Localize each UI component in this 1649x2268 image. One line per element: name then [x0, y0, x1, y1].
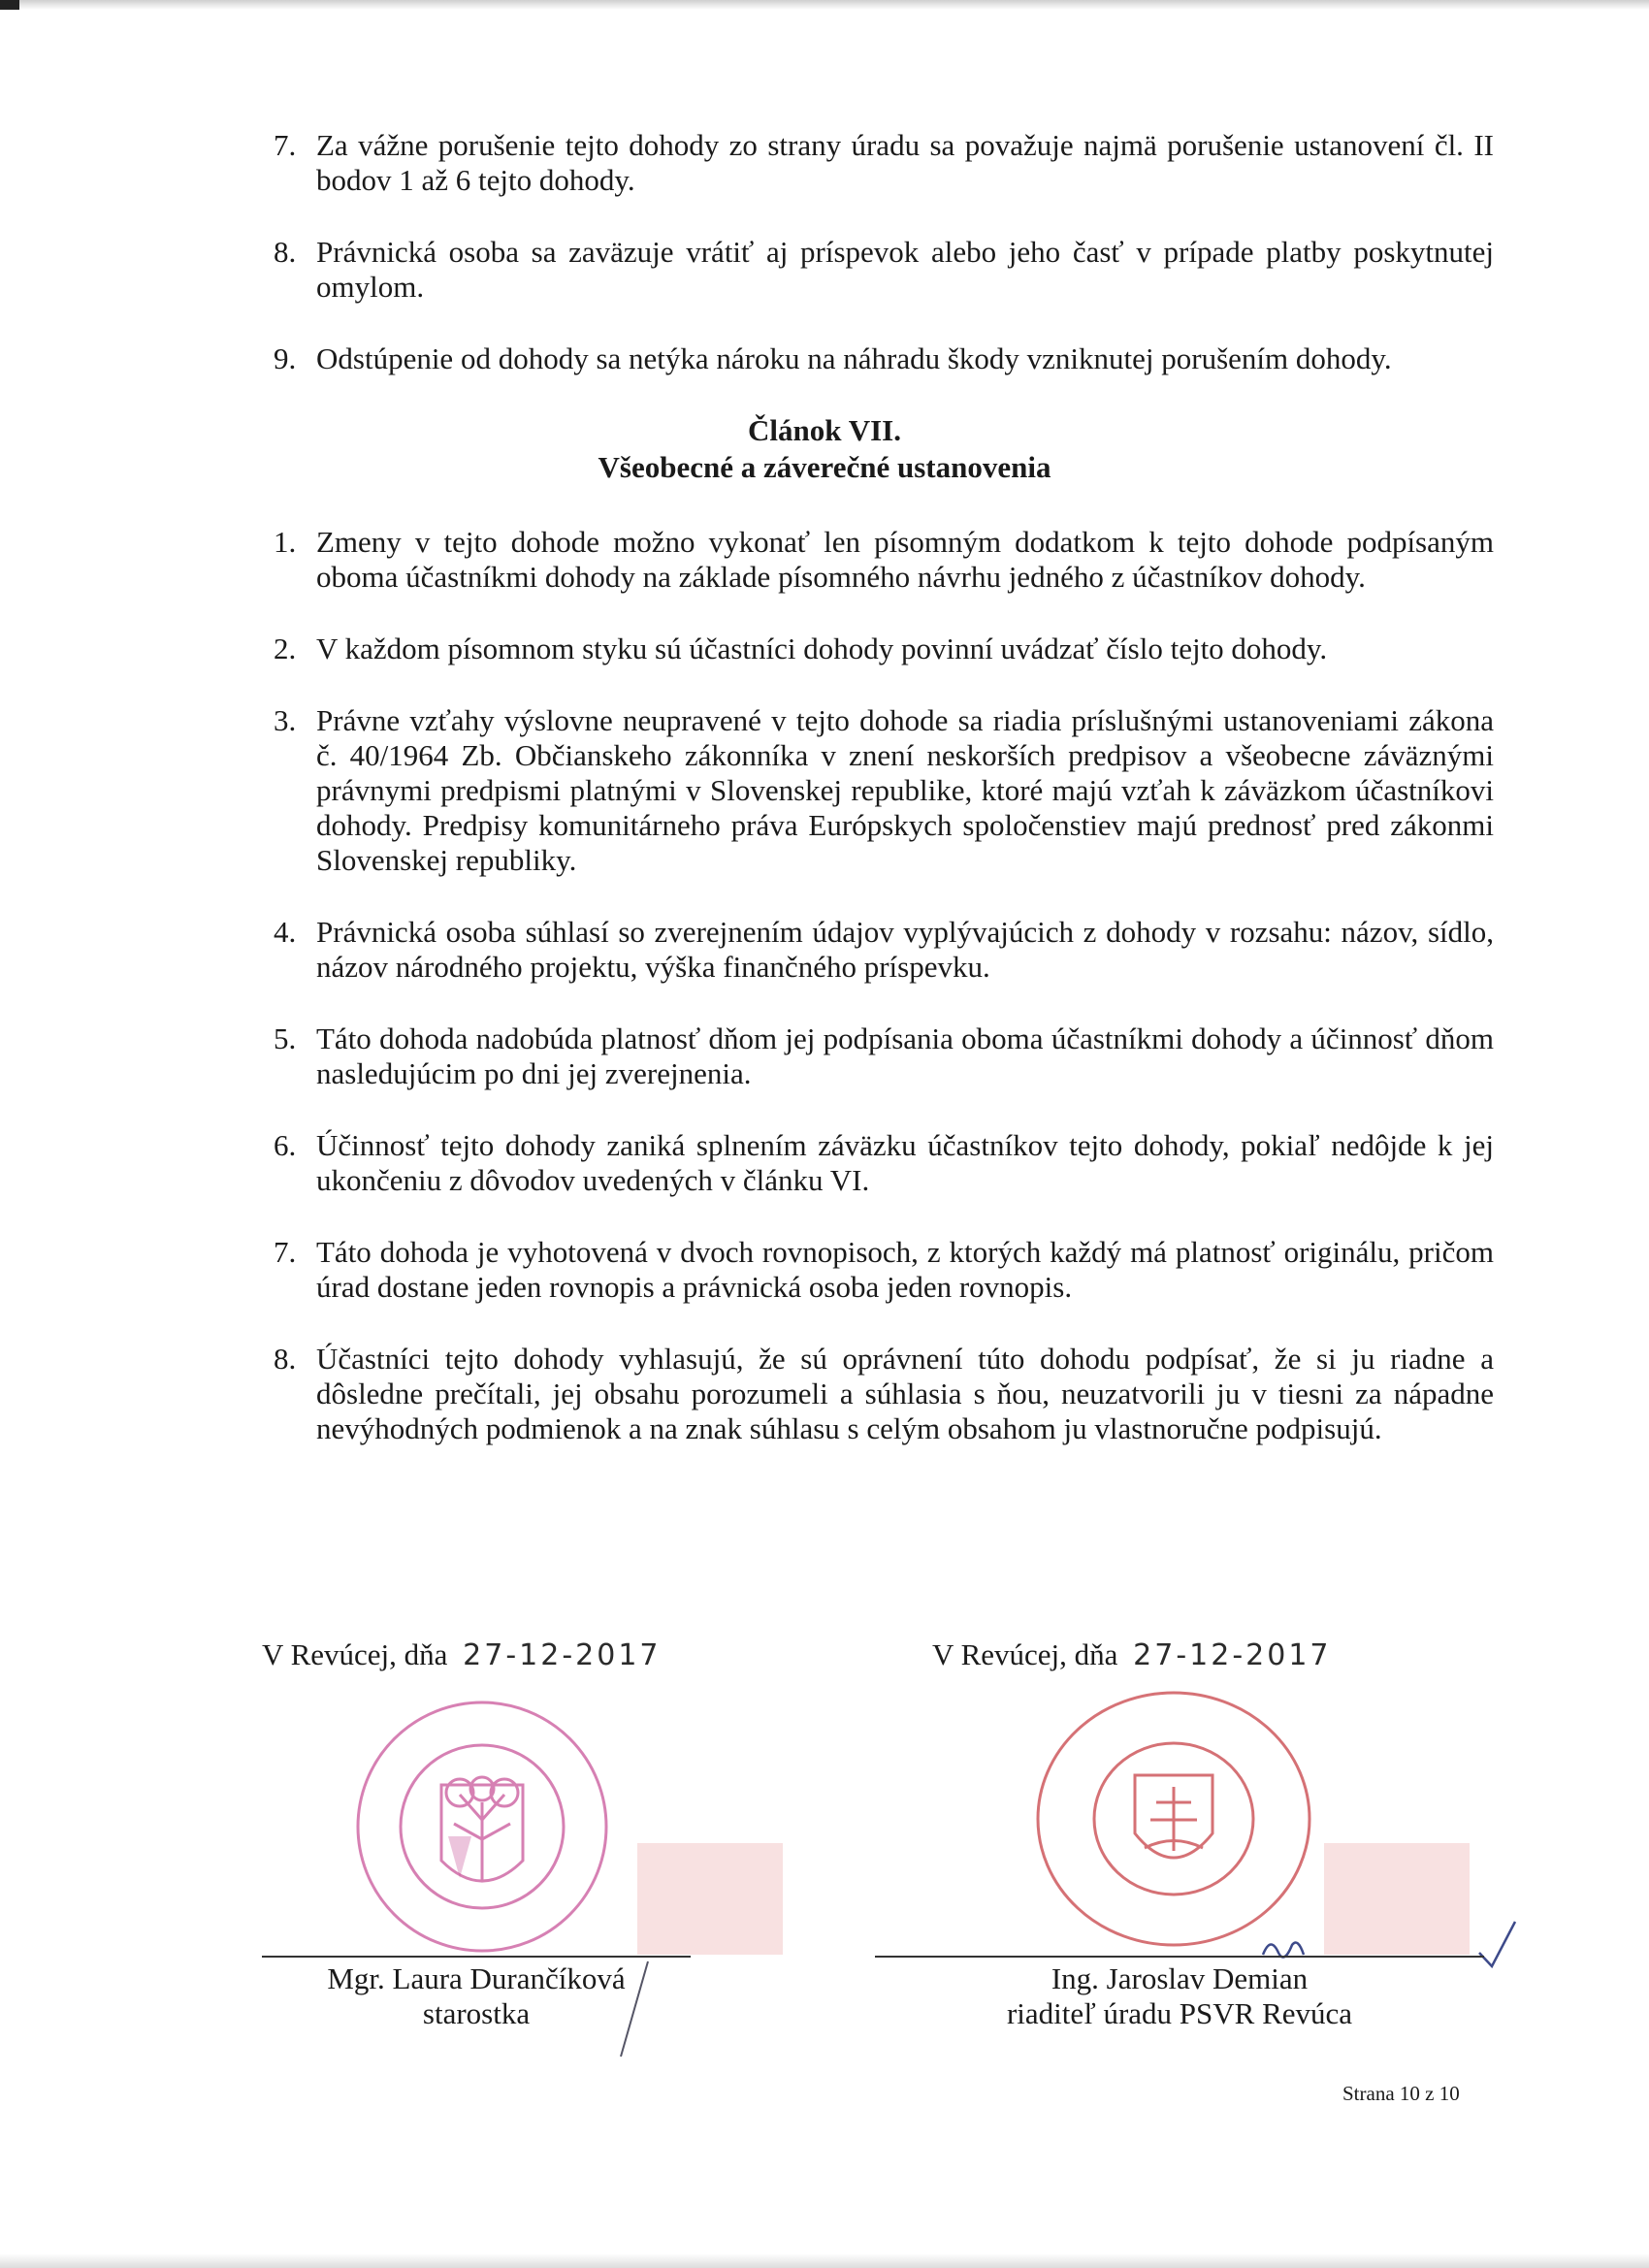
- right-signer-name: Ing. Jaroslav Demian: [1051, 1961, 1309, 1995]
- left-place-date: [262, 1636, 662, 1675]
- item-number: 1.: [274, 525, 297, 559]
- item-number: 8.: [274, 1342, 297, 1376]
- page-number: Strana 10 z 10: [1342, 2082, 1460, 2105]
- item-number: 7.: [274, 1235, 297, 1269]
- item-text: Táto dohoda nadobúda platnosť dňom jej podpísania oboma účastníkmi dohody a účinnosť dňom nasledujúcim po dni jej zverejnenia.: [316, 1021, 1494, 1090]
- article-vii-list: [262, 525, 1494, 1483]
- item-text: Táto dohoda je vyhotovená v dvoch rovnopisoch, z ktorých každý má platnosť originálu, pričom úrad dostane jeden rovnopis a právnická osoba jeden rovnopis.: [316, 1235, 1494, 1304]
- item-number: 4.: [274, 915, 297, 949]
- scan-edge-bottom: [0, 2253, 1649, 2268]
- municipality-stamp: [351, 1696, 613, 1958]
- right-signature-line: [875, 1956, 1484, 1958]
- list-item: [262, 632, 1494, 666]
- item-number: 3.: [274, 703, 297, 737]
- left-place: V Revúcej, dňa: [262, 1637, 448, 1671]
- item-text: Právnická osoba sa zaväzuje vrátiť aj príspevok alebo jeho časť v prípade platby poskytnutej omylom.: [316, 235, 1494, 304]
- left-signature-line: [262, 1956, 691, 1958]
- article-subtitle: Všeobecné a záverečné ustanovenia: [598, 450, 1051, 484]
- redacted-signature-left: [637, 1843, 783, 1955]
- item-number: 6.: [274, 1128, 297, 1162]
- article-title: Článok VII.: [748, 413, 901, 447]
- list-item: [262, 1342, 1494, 1446]
- left-signer-name: Mgr. Laura Durančíková: [327, 1961, 626, 1995]
- scan-edge-mark: [0, 0, 19, 10]
- item-number: 5.: [274, 1021, 297, 1055]
- left-date-stamp: 27-12-2017: [463, 1638, 662, 1672]
- item-number: 7.: [274, 128, 297, 162]
- list-item: [262, 703, 1494, 878]
- list-item: [262, 1021, 1494, 1091]
- item-text: Právnická osoba súhlasí so zverejnením údajov vyplývajúcich z dohody v rozsahu: názov, sídlo, názov národného projektu, výška finančného príspevku.: [316, 915, 1494, 984]
- item-text: Zmeny v tejto dohode možno vykonať len písomným dodatkom k tejto dohode podpísaným oboma účastníkmi dohody na základe písomného návrhu jedného z účastníkov dohody.: [316, 525, 1494, 594]
- item-text: Odstúpenie od dohody sa netýka nároku na náhradu škody vzniknutej porušením dohody.: [316, 341, 1392, 375]
- list-item: [262, 235, 1494, 305]
- right-date-stamp: 27-12-2017: [1133, 1638, 1332, 1672]
- previous-article-list: [262, 128, 1494, 413]
- list-item: [262, 1235, 1494, 1305]
- left-signer-role: starostka: [422, 1996, 531, 2030]
- scan-edge-top: [0, 0, 1649, 10]
- item-text: Účastníci tejto dohody vyhlasujú, že sú oprávnení túto dohodu podpísať, že si ju riadne a dôsledne prečítali, jej obsahu porozumeli a súhlasia s ňou, neuzatvorili ju v tiesni za nápadne nevýhodných podmienok a na znak súhlasu s celým obsahom ju vlastnoručne podpisujú.: [316, 1342, 1494, 1445]
- item-number: 2.: [274, 632, 297, 665]
- list-item: [262, 1128, 1494, 1198]
- item-text: Právne vzťahy výslovne neupravené v tejto dohode sa riadia príslušnými ustanoveniami zákona č. 40/1964 Zb. Občianskeho zákonníka v znení neskorších predpisov a všeobecne záväznými právnymi predpismi platnými v Slovenskej republike, ktoré majú vzťah k záväzkom účastníkovi dohody. Predpisy komunitárneho práva Európskych spoločenstiev majú prednosť pred zákonmi Slovenskej republiky.: [316, 703, 1494, 877]
- item-text: V každom písomnom styku sú účastníci dohody povinní uvádzať číslo tejto dohody.: [316, 632, 1328, 665]
- item-text: Za vážne porušenie tejto dohody zo strany úradu sa považuje najmä porušenie ustanovení čl. II bodov 1 až 6 tejto dohody.: [316, 128, 1494, 197]
- list-item: [262, 915, 1494, 985]
- list-item: [262, 128, 1494, 198]
- item-text: Účinnosť tejto dohody zaniká splnením záväzku účastníkov tejto dohody, pokiaľ nedôjde k jej ukončeniu z dôvodov uvedených v článku VI.: [316, 1128, 1494, 1197]
- item-number: 9.: [274, 341, 297, 375]
- item-number: 8.: [274, 235, 297, 269]
- right-place: V Revúcej, dňa: [932, 1637, 1118, 1671]
- right-signer-role: riaditeľ úradu PSVR Revúca: [1006, 1996, 1353, 2030]
- left-signature-stroke: [609, 1960, 658, 2066]
- list-item: [262, 341, 1494, 376]
- right-place-date: [932, 1636, 1332, 1675]
- list-item: [262, 525, 1494, 595]
